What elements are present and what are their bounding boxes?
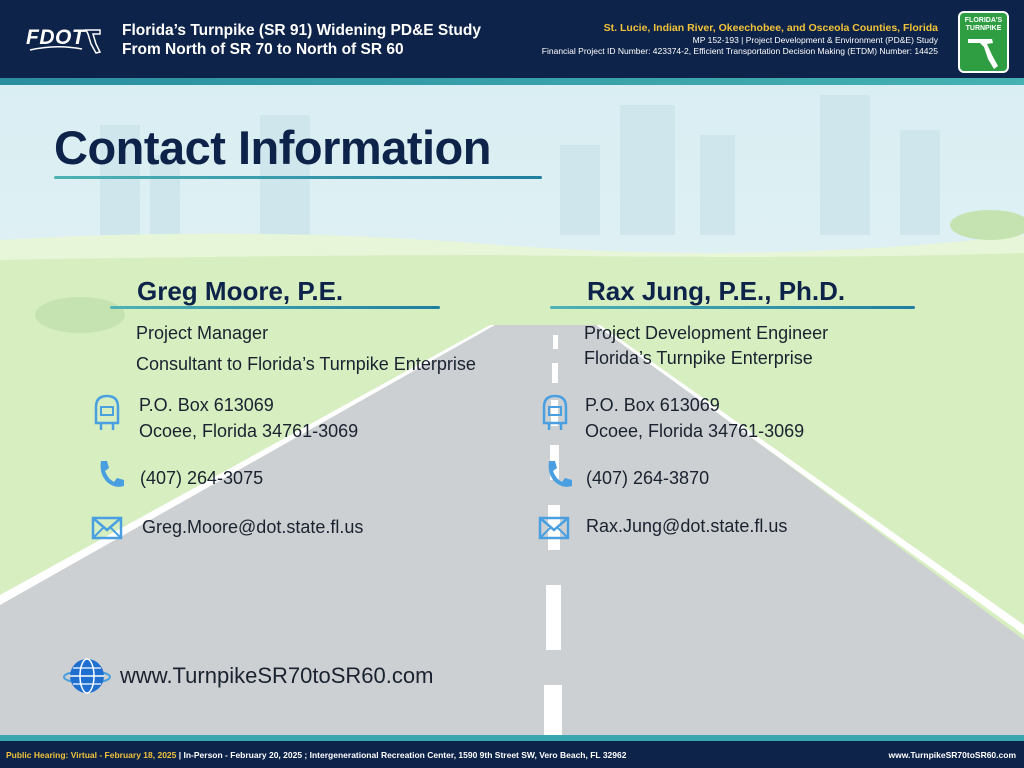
florida-map-icon (960, 33, 1007, 73)
contact-1-role: Project Manager (136, 323, 269, 343)
website-link[interactable]: www.TurnpikeSR70toSR60.com (120, 663, 434, 688)
contact-1-organization: Consultant to Florida’s Turnpike Enterprise (136, 354, 476, 374)
contact-1-name: Greg Moore, P.E. (137, 276, 344, 306)
mailbox-icon (93, 393, 121, 431)
financial-id-text: Financial Project ID Number: 423374-2, Efficient Transportation Decision Making (ETDM) Number: 14425 (541, 46, 938, 56)
phone-icon (543, 458, 573, 490)
contact-1-underline (110, 306, 440, 309)
email-icon (538, 516, 570, 540)
globe-icon (62, 655, 112, 697)
study-title-line1: Florida’s Turnpike (SR 91) Widening PD&E Study (122, 22, 481, 39)
contact-1-address-line2: Ocoee, Florida 34761-3069 (139, 421, 359, 441)
turnpike-logo-text: FLORIDA'S TURNPIKE (964, 17, 1003, 32)
counties-text: St. Lucie, Indian River, Okeechobee, and Osceola Counties, Florida (603, 22, 938, 34)
footer-hearing-info (6, 750, 626, 760)
footer-hearing-label: Public Hearing: Virtual - February 18, 2025 (6, 750, 177, 760)
contact-2-email[interactable]: Rax.Jung@dot.state.fl.us (586, 516, 788, 536)
contact-1-phone[interactable]: (407) 264-3075 (140, 468, 264, 488)
fdot-logo (26, 22, 106, 56)
footer-website-link[interactable]: www.TurnpikeSR70toSR60.com (888, 750, 1016, 760)
contact-1-email[interactable]: Greg.Moore@dot.state.fl.us (142, 517, 364, 537)
mailbox-icon (541, 393, 569, 431)
contact-2-phone[interactable]: (407) 264-3870 (586, 468, 710, 488)
phone-icon (95, 458, 125, 490)
header-bar (0, 0, 1024, 78)
header-accent-stripe (0, 78, 1024, 85)
study-mp-text: MP 152-193 | Project Development & Environment (PD&E) Study (692, 35, 938, 45)
title-underline (54, 176, 542, 179)
contact-2-address-line2: Ocoee, Florida 34761-3069 (585, 421, 805, 441)
email-icon (91, 516, 123, 540)
contact-2-name: Rax Jung, P.E., Ph.D. (587, 276, 846, 306)
footer-bar (0, 741, 1024, 768)
contact-2-underline (550, 306, 915, 309)
footer-hearing-detail: | In-Person - February 20, 2025 ; Intergenerational Recreation Center, 1590 9th Street SW, Vero Beach, FL 32962 (176, 750, 627, 760)
contact-2-address-line1: P.O. Box 613069 (585, 395, 720, 415)
contact-2-organization: Florida’s Turnpike Enterprise (584, 348, 813, 368)
page-title: Contact Information (54, 121, 491, 174)
study-title-line2: From North of SR 70 to North of SR 60 (122, 41, 404, 58)
florida-outline-icon (26, 22, 106, 56)
florida-turnpike-logo (958, 11, 1009, 73)
contact-2-role: Project Development Engineer (584, 323, 829, 343)
fdot-logo-text: FDOT (26, 26, 86, 49)
contact-1-address-line1: P.O. Box 613069 (139, 395, 274, 415)
